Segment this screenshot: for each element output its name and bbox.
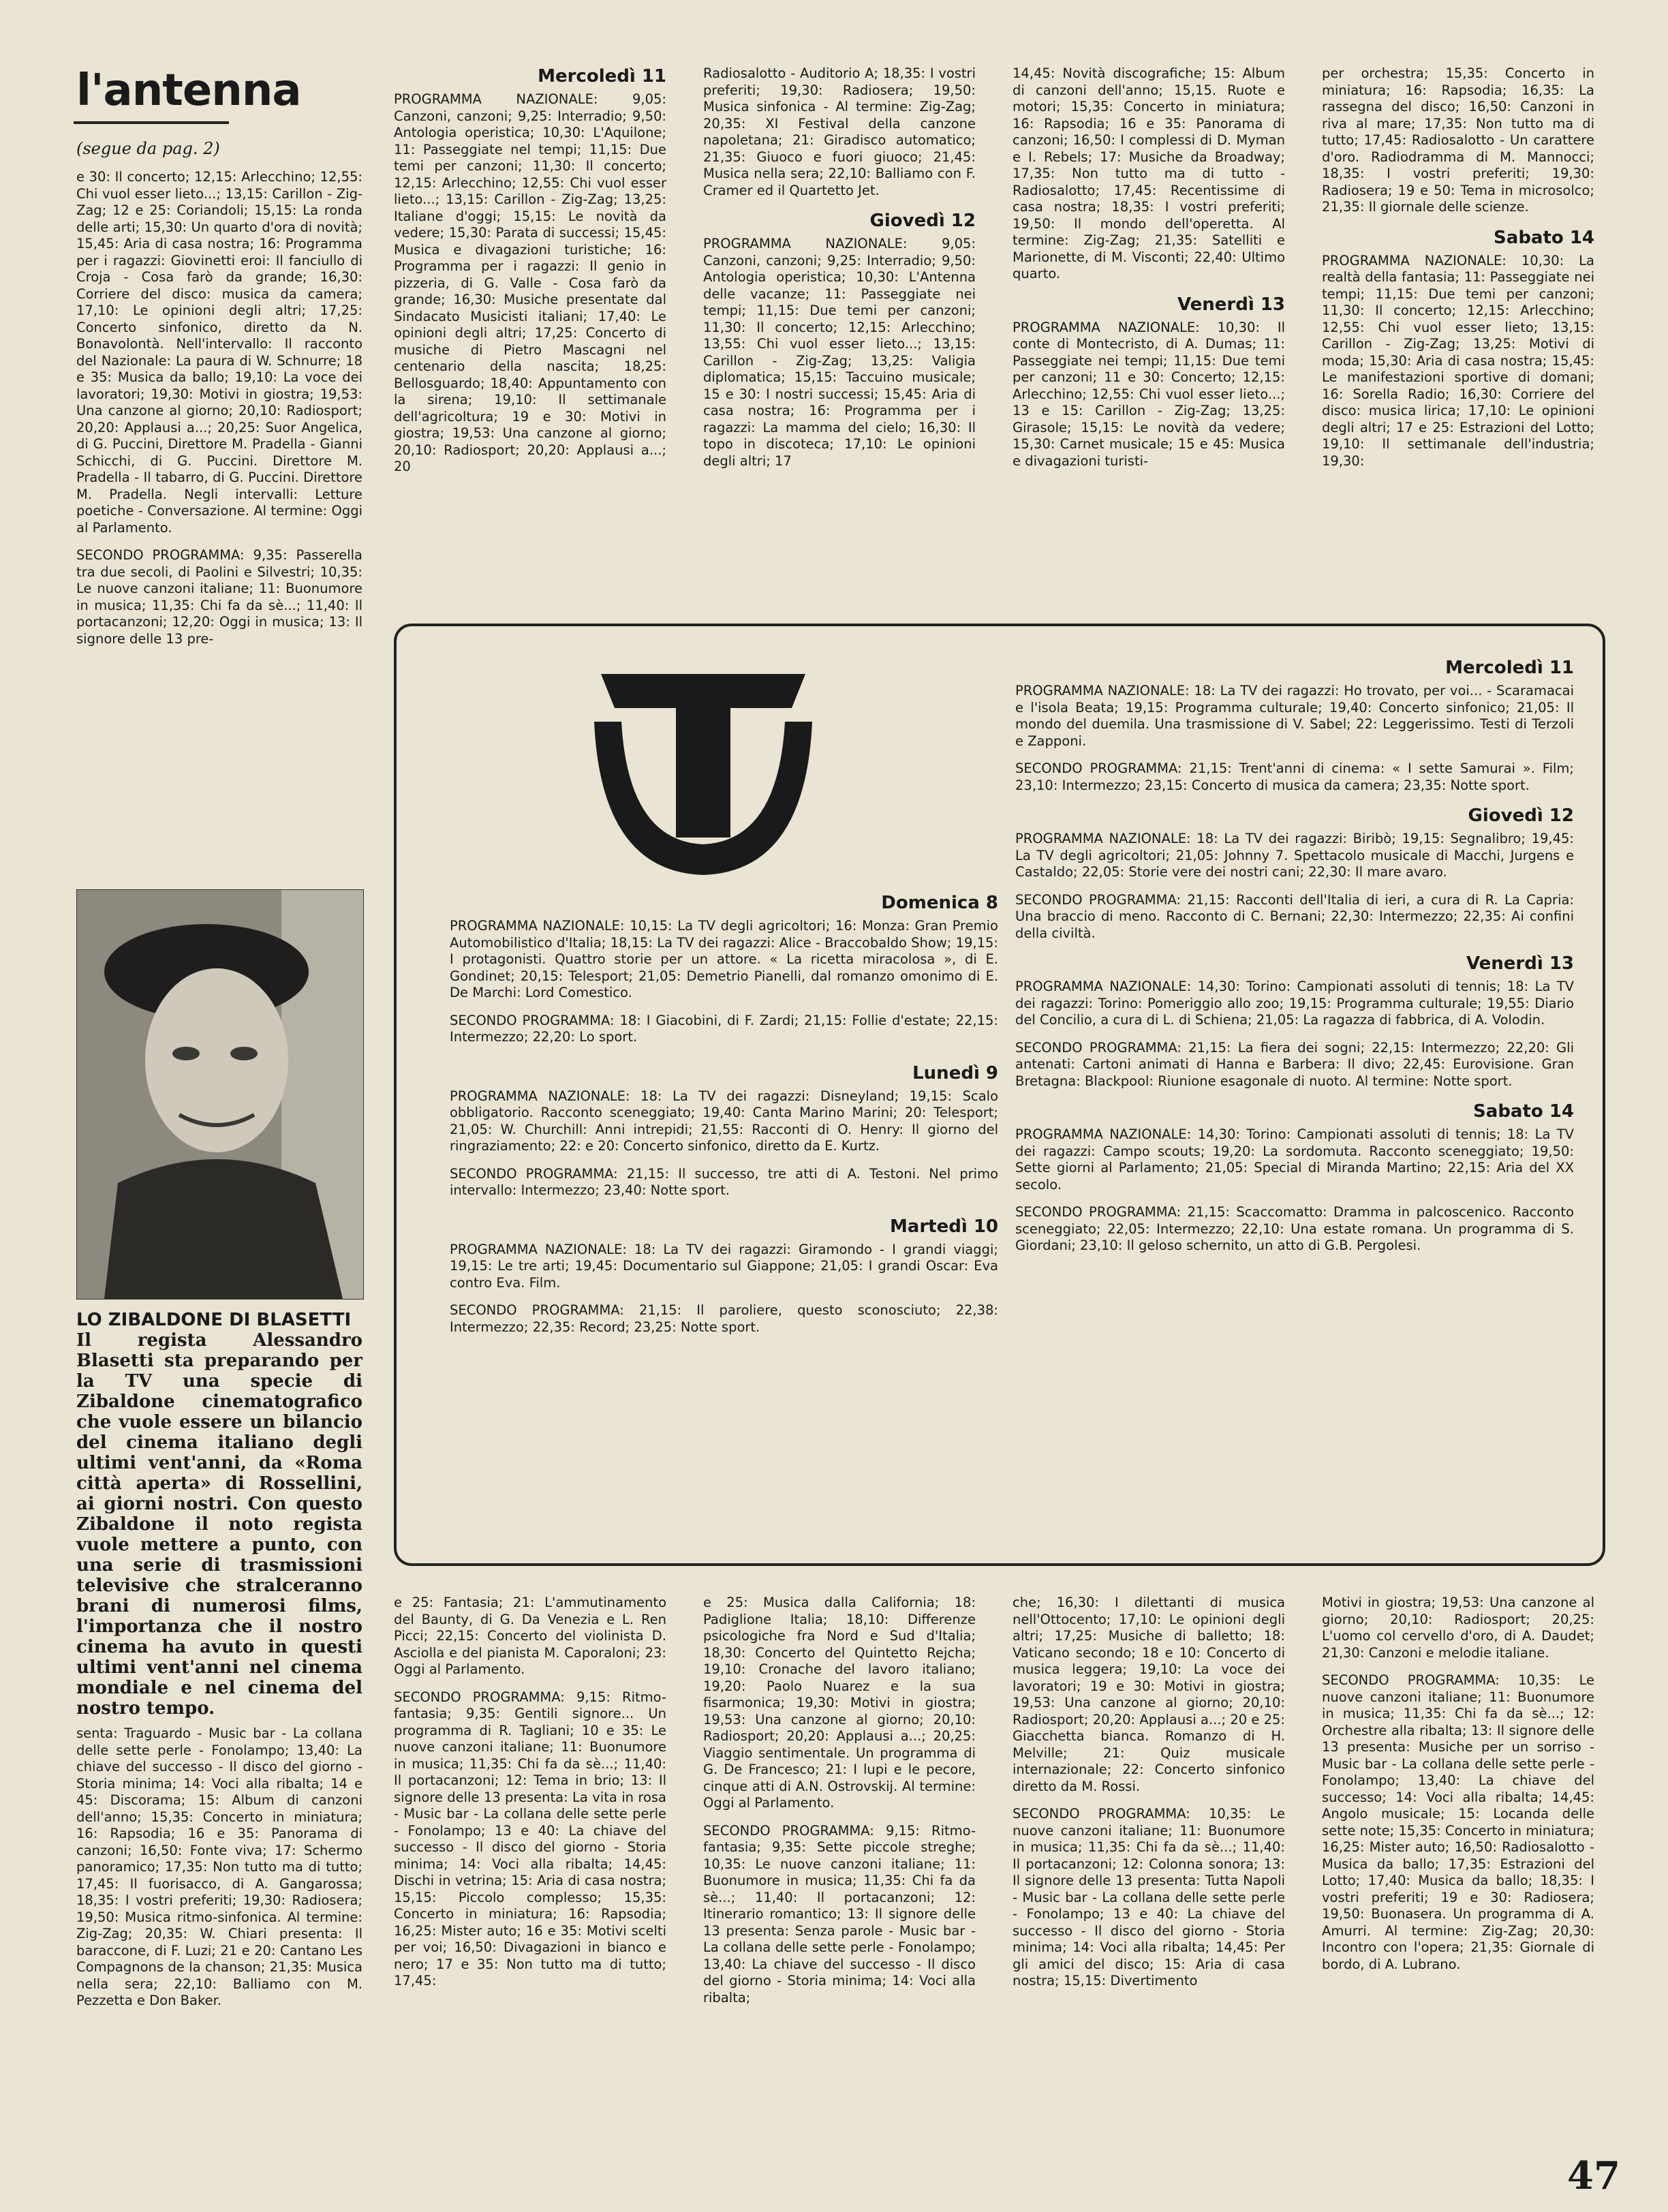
day-heading: Sabato 14 — [1494, 227, 1594, 248]
listing-paragraph: SECONDO PROGRAMMA: 21,15: Racconti dell'Italia di ieri, a cura di R. La Capria: Una braccio di meno. Racconto di C. Bernani; 22,30: Intermezzo; 22,35: Ai confini della civiltà. — [1015, 891, 1574, 941]
listing-paragraph: 14,45: Novità discografiche; 15: Album di canzoni dell'anno; 15,15. Ruote e motori; 15,35: Concerto in miniatura; 16: Rapsodia; 16 e 35: Panorama di canzoni; 16,50: I complessi di D. Myman e I. Rebels; 17: Musiche da Broadway; 17,35: Non tutto ma di tutto - Radiosalotto; 17,45: Recentissime di casa nostra; 18,35: I vostri preferiti; 19,50: Il mondo dell'operetta. Al termine: Zig-Zag; 21,35: Satelliti e Marionette, di M. Visconti; 22,40: Ultimo quarto. — [1013, 65, 1285, 281]
day-heading: Giovedì 12 — [1468, 805, 1574, 826]
tv-schedule-box — [394, 624, 1605, 1566]
day-heading: Venerdì 13 — [1177, 294, 1285, 315]
tv-left-column — [450, 892, 998, 1347]
listing-paragraph: PROGRAMMA NAZIONALE: 10,30: La realtà della fantasia; 11: Passeggiate nei tempi; 11,15: Due temi per canzoni; 11,30: Il concerto; 12,15: Arlecchino; 12,55: Chi vuol esser lieto; 13,15: Carillon - Zig-Zag; 13,25: Motivi di moda; 15,30: Aria di casa nostra; 15,45: Le manifestazioni sportive di domani; 16: Sorella Radio; 16,30: Corriere del disco: musica lirica; 17,10: Le opinioni degli altri; 17 e 25: Estrazioni del Lotto; 19,10: Il settimanale dell'industria; 19,30: — [1322, 252, 1594, 469]
portrait-illustration — [77, 890, 363, 1299]
listing-paragraph: PROGRAMMA NAZIONALE: 18: La TV dei ragazzi: Ho trovato, per voi... - Scaramacai e l'isola Beata; 19,15: Programma culturale; 19,40: Concerto sinfonico; 21,05: Il mondo del duemila. Una trasmissione di V. Sabel; 22: Leggerissimo. Testi di Terzoli e Zapponi. — [1015, 683, 1574, 749]
day-heading: Venerdì 13 — [1466, 953, 1574, 974]
tv-logo-icon — [587, 667, 819, 885]
listing-paragraph: SECONDO PROGRAMMA: 10,35: Le nuove canzoni italiane; 11: Buonumore in musica; 11,35: Chi fa da sè...; 11,40: Il portacanzoni; 12: Colonna sonora; 13: Il signore delle 13 presenta: Tutta Napoli - Music bar - La collana delle sette perle - Fonolampo; 13 e 40: La chiave del successo - Il disco del giorno - Storia minima; 14: Voci alla ribalta; 14,45: Per gli amici del disco; 15: Aria di casa nostra; 15,15: Divertimento — [1013, 1806, 1285, 1988]
listing-paragraph: PROGRAMMA NAZIONALE: 10,30: Il conte di Montecristo, di A. Dumas; 11: Passeggiate nei tempi; 11,15: Due temi per canzoni; 11 e 30: Concerto; 12,15: Arlecchino; 12,55: Chi vuol esser lieto...; 13 e 15: Carillon - Zig-Zag; 13,25: Girasole; 15,15: Le novità da vedere; 15,30: Carnet musicale; 15 e 45: Musica e divagazioni turisti- — [1013, 319, 1285, 469]
listing-paragraph: Motivi in giostra; 19,53: Una canzone al giorno; 20,10: Radiosport; 20,25: L'uomo col cervello d'oro, di A. Daudet; 21,30: Canzoni e melodie italiane. — [1322, 1595, 1594, 1661]
title-rule — [74, 121, 229, 124]
radio-top-column-4 — [1013, 65, 1285, 480]
day-heading: Sabato 14 — [1473, 1101, 1574, 1122]
listing-paragraph: PROGRAMMA NAZIONALE: 9,05: Canzoni, canzoni; 9,25: Interradio; 9,50: Antologia operistica; 10,30: L'Antenna delle vacanze; 11: Passeggiate nei tempi; 11,15: Due temi per canzoni; 11,30: Il concerto; 12,15: Arlecchino; 13,55: Chi vuol esser lieto...; 13,15: Carillon - Zig-Zag; 13,25: Valigia diplomatica; 15,15: Taccuino musicale; 15 e 30: I nostri successi; 15,45: Aria di casa nostra; 16: Programma per i ragazzi: La mamma del cielo; 16,30: Il topo in discoteca; 17,10: Le opinioni degli altri; 17 — [703, 236, 976, 469]
day-heading: Domenica 8 — [881, 893, 998, 913]
listing-paragraph: PROGRAMMA NAZIONALE: 9,05: Canzoni, canzoni; 9,25: Interradio; 9,50: Antologia operistica; 10,30: L'Aquilone; 11: Passeggiate nel tempi; 11,15: Due temi per canzoni; 11,30: Il concerto; 12,15: Arlecchino; 12,55: Chi vuol esser lieto...; 13,15: Carillon - Zig-Zag; 13,25: Italiane d'oggi; 15,15: Le novità da vedere; 15,30: Parata di successi; 15,45: Musica e divagazioni turistiche; 16: Programma per i ragazzi: Il genio in pizzeria, di G. Valle - Cosa farò da grande; 16,30: Musiche presentate dal Sindacato Musicisti italiani; 17,40: Le opinioni degli altri; 17,25: Concerto di musiche di Pietro Mascagni nel centenario della nascita; 18,25: Bellosguardo; 18,40: Appuntamento con la sirena; 19,10: Il settimanale dell'agricoltura; 19 e 30: Motivi in giostra; 19,53: Una canzone al giorno; 20,10: Radiosport; 20,20: Applausi a...; 20 — [394, 91, 666, 474]
day-heading: Lunedì 9 — [912, 1062, 998, 1084]
listing-paragraph: PROGRAMMA NAZIONALE: 18: La TV dei ragazzi: Giramondo - I grandi viaggi; 19,15: Le tre arti; 19,45: Documentario sul Giappone; 21,05: I grandi Oscar: Eva contro Eva. Film. — [450, 1241, 998, 1291]
page-number: 47 — [1567, 2153, 1620, 2198]
radio-top-column-2 — [394, 65, 666, 487]
listing-paragraph: SECONDO PROGRAMMA: 21,15: Il successo, tre atti di A. Testoni. Nel primo intervallo: Intermezzo; 23,40: Notte sport. — [450, 1165, 998, 1198]
column-1-top — [76, 169, 362, 658]
listing-paragraph: SECONDO PROGRAMMA: 10,35: Le nuove canzoni italiane; 11: Buonumore in musica; 11,35: Chi fa da sè...; 12: Orchestre alla ribalta; 13: Il signore delle 13 presenta: Musiche per un sorriso - Music bar - La collana delle sette perle - Fonolampo; 13,40: La chiave del successo; 14: Voci alla ribalta; 14,45: Angolo musicale; 15: Locanda delle sette note; 15,35: Concerto in miniatura; 16,25: Mister auto; 16,50: Radiosalotto - Musica da ballo; 17,35: Estrazioni del Lotto; 17,40: Musica da ballo; 18,35: I vostri preferiti; 19 e 30: Radiosera; 19,50: Buonasera. Un programma di A. Amurri. Al termine: Zig-Zag; 20,30: Incontro con l'opera; 21,35: Giornale di bordo, di A. Lubrano. — [1322, 1672, 1595, 1972]
listing-paragraph: PROGRAMMA NAZIONALE: 10,15: La TV degli agricoltori; 16: Monza: Gran Premio Automobilistico d'Italia; 18,15: La TV dei ragazzi: Alice - Braccobaldo Show; 19,15: I protagonisti. Quattro storie per un attore. « La ricetta miracolosa », di E. Gondinet; 20,15: Telesport; 21,05: Demetrio Pianelli, dal romanzo omonimo di E. De Marchi: Lord Comestico. — [450, 918, 998, 1000]
radio-bottom-column-3 — [703, 1595, 976, 2017]
listing-paragraph: per orchestra; 15,35: Concerto in miniatura; 16: Rapsodia; 16,35: La rassegna del disco; 16,50: Canzoni in riva al mare; 17,35: Non tutto ma di tutto; 17,45: Radiosalotto - Un carattere d'oro. Radiodramma di M. Mannocci; 18,35: I vostri preferiti; 19,30: Radiosera; 19 e 50: Tema in microsolco; 21,35: Il giornale delle scienze. — [1322, 65, 1594, 215]
listing-paragraph: SECONDO PROGRAMMA: 18: I Giacobini, di F. Zardi; 21,15: Follie d'estate; 22,15: Intermezzo; 22,20: Lo sport. — [450, 1012, 998, 1045]
day-heading: Mercoledì 11 — [538, 66, 666, 87]
listing-paragraph: PROGRAMMA NAZIONALE: 18: La TV dei ragazzi: Disneyland; 19,15: Scalo obbligatorio. Racconto sceneggiato; 19,40: Canta Marino Marini; 20: Telesport; 21,05: W. Churchill: Anni intrepidi; 21,55: Racconti di O. Henry: Il giorno del ringraziamento; 22: e 20: Concerto sinfonico, diretto da E. Kurtz. — [450, 1088, 998, 1154]
listing-paragraph: senta: Traguardo - Music bar - La collana delle sette perle - Fonolampo; 13,40: La chiave del successo - Il disco del giorno - Storia minima; 14: Voci alla ribalta; 14 e 45: Discorama; 15: Album di canzoni dell'anno; 15,35: Concerto in miniatura; 16: Rapsodia; 16 e 35: Panorama di canzoni; 16,50: Fonte viva; 17: Schermo panoramico; 17,35: Non tutto ma di tutto; 17,45: Il fuorisacco, di A. Gangarossa; 18,35: I vostri preferiti; 19,30: Radiosera; 19,50: Musica ritmo-sinfonica. Al termine: Zig-Zag; 20,35: W. Chiari presenta: Il baraccone, di F. Luzi; 21 e 20: Cantano Les Compagnons de la chanson; 21,35: Musica nella sera; 22,10: Balliamo con M. Pezzetta e Don Baker. — [76, 1725, 362, 2008]
listing-paragraph: SECONDO PROGRAMMA: 21,15: La fiera dei sogni; 22,15: Intermezzo; 22,20: Gli antenati: Cartoni animati di Hanna e Barbera: Il divo; 22,45: Eurovisione. Gran Bretagna: Blackpool: Riunione esagonale di nuoto. Al termine: Notte sport. — [1015, 1039, 1574, 1089]
radio-top-column-5 — [1322, 65, 1594, 480]
listing-paragraph: PROGRAMMA NAZIONALE: 18: La TV dei ragazzi: Biribò; 19,15: Segnalibro; 19,45: La TV degli agricoltori; 21,05: Johnny 7. Spettacolo musicale di Macchi, Jurgens e Castaldo; 22,05: Storie vere dei nostri cani; 22,30: Il mare avaro. — [1015, 831, 1574, 880]
day-heading: Mercoledì 11 — [1445, 658, 1574, 678]
day-heading: Martedì 10 — [889, 1216, 998, 1237]
listing-paragraph: SECONDO PROGRAMMA: 9,15: Ritmo-fantasia; 9,35: Gentili signore... Un programma di R. Tagliani; 10 e 35: Le nuove canzoni italiane; 11: Buonumore in musica; 11,35: Chi fa da sè...; 11,40: Il portacanzoni; 12: Tema in brio; 13: Il signore delle 13 presenta: La vita in rosa - Music bar - La collana delle sette perle - Fonolampo; 13 e 40: La chiave del successo - Il disco del giorno - Storia minima; 14: Voci alla ribalta; 14,45: Dischi in vetrina; 15: Aria di casa nostra; 15,15: Piccolo complesso; 15,35: Concerto in miniatura; 16: Rapsodia; 16,25: Mister auto; 16 e 35: Motivi scelti per voi; 16,50: Divagazioni in bianco e nero; 17 e 35: Non tutto ma di tutto; 17,45: — [394, 1689, 666, 1988]
radio-top-column-3 — [703, 65, 976, 480]
caption-heading: LO ZIBALDONE DI BLASETTI — [76, 1310, 352, 1330]
listing-paragraph: SECONDO PROGRAMMA: 9,35: Passerella tra due secoli, di Paolini e Silvestri; 10,35: Le nuove canzoni italiane; 11: Buonumore in musica; 11,35: Chi fa da sè...; 11,40: Il portacanzoni; 12,20: Oggi in musica; 13: Il signore delle 13 pre- — [76, 547, 362, 647]
listing-paragraph: Radiosalotto - Auditorio A; 18,35: I vostri preferiti; 19,30: Radiosera; 19,50: Musica sinfonica - Al termine: Zig-Zag; 20,35: XI Festival della canzone napoletana; 21: Giradisco automatico; 21,35: Giuoco e fuori giuoco; 21,45: Musica nella sera; 22,10: Balliamo con F. Cramer ed il Quartetto Jet. — [703, 65, 976, 198]
listing-paragraph: e 30: Il concerto; 12,15: Arlecchino; 12,55: Chi vuol esser lieto...; 13,15: Carillon - Zig-Zag; 12 e 25: Coriandoli; 15,15: La ronda delle arti; 15,30: Un quarto d'ora di novità; 15,45: Aria di casa nostra; 16: Programma per i ragazzi: Giovinetti eroi: Il fanciullo di Croja - Cosa farò da grande; 16,30: Corriere del disco: musica da camera; 17,10: Le opinioni degli altri; 17,25: Concerto sinfonico, diretto da N. Bonavolontà. Nell'intervallo: Il racconto del Nazionale: La paura di W. Schnurre; 18 e 35: Musica da ballo; 19,10: La voce dei lavoratori; 19,30: Motivi in giostra; 19,53: Una canzone al giorno; 20,10: Radiosport; 20,20: Applausi a...; 20,25: Suor Angelica, di G. Puccini, Direttore M. Pradella - Gianni Schicchi, di G. Puccini. Direttore M. Pradella - Il tabarro, di G. Puccini. Direttore M. Pradella. Negli intervalli: Letture poetiche - Conversazione. Al termine: Oggi al Parlamento. — [76, 169, 362, 536]
listing-paragraph: che; 16,30: I dilettanti di musica nell'Ottocento; 17,10: Le opinioni degli altri; 17,25: Musiche di balletto; 18: Vaticano secondo; 18 e 10: Concerto di musica leggera; 19,10: La voce dei lavoratori; 19 e 30: Motivi in giostra; 19,53: Una canzone al giorno; 20,10: Radiosport; 20,20: Applausi a...; 20 e 25: Giacchetta bianca. Romanzo di H. Melville; 21: Quiz musicale internazionale; 22: Concerto sinfonico diretto da M. Rossi. — [1013, 1595, 1285, 1794]
listing-paragraph: PROGRAMMA NAZIONALE: 14,30: Torino: Campionati assoluti di tennis; 18: La TV dei ragazzi: Campo scouts; 19,20: La sordomuta. Racconto sceneggiato; 19,50: Sette giorni al Parlamento; 21,05: Special di Miranda Martino; 22,15: Aria del XX secolo. — [1015, 1126, 1574, 1193]
radio-bottom-column-5 — [1322, 1595, 1594, 1984]
listing-paragraph: SECONDO PROGRAMMA: 21,15: Il paroliere, questo sconosciuto; 22,38: Intermezzo; 22,35: Record; 23,25: Notte sport. — [450, 1302, 998, 1335]
caption-text: Il regista Alessandro Blasetti sta preparando per la TV una specie di Zibaldone cinematografico che vuole essere un bilancio del cinema italiano degli ultimi vent'anni, da «Roma città aperta» di Rossellini, ai giorni nostri. Con questo Zibaldone il noto regista vuole mettere a punto, con una serie di trasmissioni televisive che stralceranno brani di numerosi films, l'importanza che il nostro cinema ha avuto in questi ultimi vent'anni nel cinema mondiale e nel cinema del nostro tempo. — [76, 1330, 362, 1719]
photo-caption — [76, 1310, 362, 1719]
listing-paragraph: e 25: Musica dalla California; 18: Padiglione Italia; 18,10: Differenze psicologiche fra Nord e Sud d'Italia; 18,30: Concerto del Quintetto Rejcha; 19,10: Cronache del lavoro italiano; 19,20: Paolo Nuarez e la sua fisarmonica; 19,30: Motivi in giostra; 19,53: Una canzone al giorno; 20,10: Radiosport; 20,20: Applausi a...; 20,25: Viaggio sentimentale. Un programma di G. De Francesco; 21: I lupi e le pecore, cinque atti di A.N. Ostrovskij. Al termine: Oggi al Parlamento. — [703, 1595, 976, 1811]
listing-paragraph: PROGRAMMA NAZIONALE: 14,30: Torino: Campionati assoluti di tennis; 18: La TV dei ragazzi: Torino: Pomeriggio allo zoo; 19,15: Programma culturale; 19,55: Diario del Concilio, a cura di L. di Schiena; 21,05: La ragazza di fabbrica, di A. Volodin. — [1015, 979, 1574, 1028]
portrait-photo — [76, 889, 364, 1300]
segue-note: (segue da pag. 2) — [76, 139, 220, 158]
listing-paragraph: e 25: Fantasia; 21: L'ammutinamento del Baunty, di G. Da Venezia e L. Ren Picci; 22,15: Concerto del violinista D. Asciolla e del pianista M. Caporaloni; 23: Oggi al Parlamento. — [394, 1595, 666, 1677]
listing-paragraph: SECONDO PROGRAMMA: 9,15: Ritmo-fantasia; 9,35: Sette piccole streghe; 10,35: Le nuove canzoni italiane; 11: Buonumore in musica; 11,35: Chi fa da sè...; 11,40: Il portacanzoni; 12: Itinerario romantico; 13: Il signore delle 13 presenta: Senza parole - Music bar - La collana delle sette perle - Fonolampo; 13,40: La chiave del successo - Il disco del giorno - Storia minima; 14: Voci alla ribalta; — [703, 1822, 976, 2006]
day-heading: Giovedì 12 — [869, 211, 976, 231]
listing-paragraph: SECONDO PROGRAMMA: 21,15: Scaccomatto: Dramma in palcoscenico. Racconto sceneggiato; 22,05: Intermezzo; 22,10: Una estate romana. Un programma di S. Giordani; 23,10: Il geloso schernito, un atto di G.B. Pergolesi. — [1015, 1204, 1574, 1253]
magazine-title: l'antenna — [76, 65, 301, 116]
listing-paragraph: SECONDO PROGRAMMA: 21,15: Trent'anni di cinema: « I sette Samurai ». Film; 23,10: Intermezzo; 23,15: Concerto di musica da camera; 23,35: Notte sport. — [1015, 761, 1574, 793]
radio-bottom-column-2 — [394, 1595, 666, 2001]
tv-right-column — [1015, 657, 1574, 1265]
radio-bottom-column-4 — [1013, 1595, 1285, 2001]
column-1-bottom — [76, 1725, 362, 2021]
